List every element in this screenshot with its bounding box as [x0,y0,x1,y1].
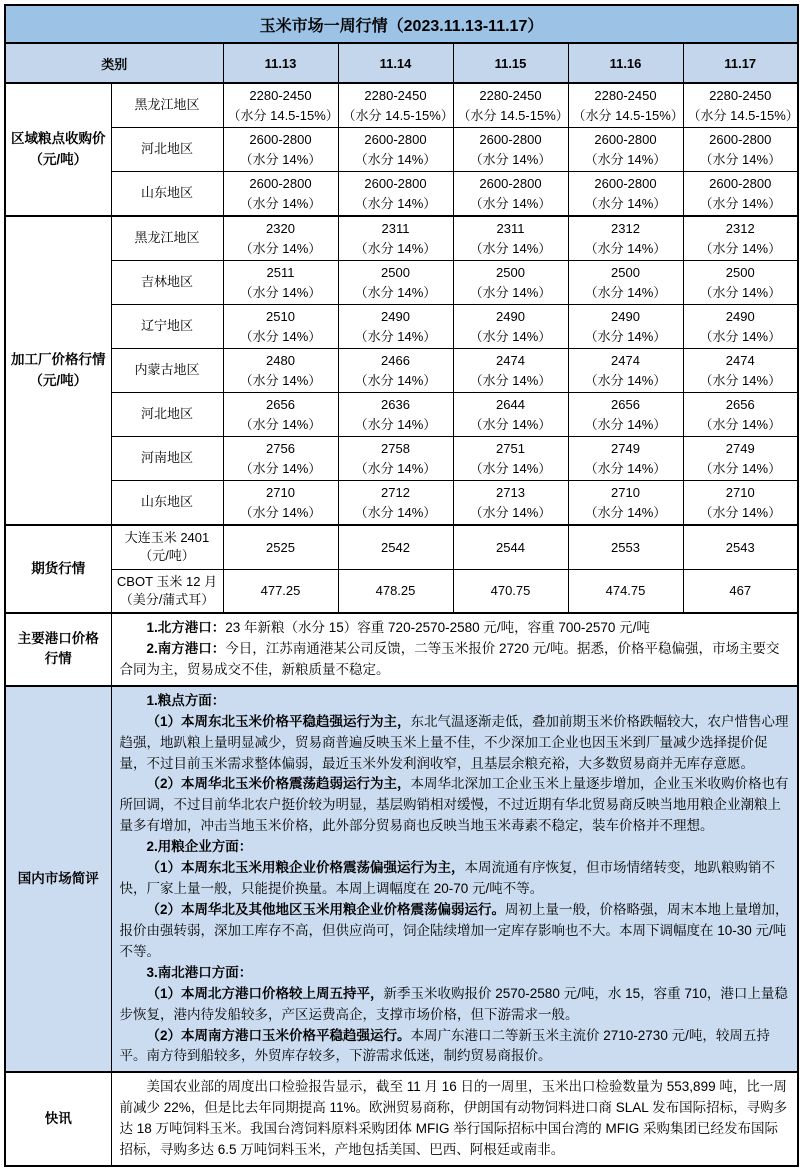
section-label-regional [5,83,111,216]
review-lead: （1）本周东北玉米用粮企业价格震荡偏强运行为主， [146,860,465,876]
price-cell [338,569,453,613]
price-cell [568,216,683,261]
price-value: 474.75 [605,583,646,598]
moisture-note: （水分 14%） [354,372,437,388]
moisture-note: （水分 14%） [239,504,322,520]
price-cell [338,393,453,437]
price-value: 2320 [266,221,295,236]
review-text: 本周广东港口二等新玉米主流价 2710-2730 元/吨，较周五持平。南方待到船较多，外贸库存较多，下游需求低迷，制约贸易商报价。 [119,1027,770,1064]
section-label-line: 期货行情 [31,560,86,576]
table-row [5,172,798,217]
price-cell [338,83,453,128]
price-value: 2280-2450 [479,88,542,103]
moisture-note: （水分 14%） [239,328,322,344]
column-header-date: 11.14 [338,43,453,83]
review-lead: （2）本周华北玉米价格震荡趋弱运行为主， [146,776,411,792]
moisture-note: （水分 14%） [469,151,552,167]
price-value: 2600-2800 [594,132,657,147]
price-cell [453,481,568,526]
moisture-note: （水分 14%） [354,240,437,256]
moisture-note: （水分 14%） [584,504,667,520]
price-cell [223,393,338,437]
column-header-date: 11.16 [568,43,683,83]
price-value: 2600-2800 [479,176,542,191]
price-value: 2500 [381,265,410,280]
price-cell [453,83,568,128]
moisture-note: （水分 14%） [239,284,322,300]
region-name: 黑龙江地区 [111,216,223,261]
section-label-news [5,1072,111,1166]
price-cell [338,349,453,393]
price-cell [223,525,338,569]
review-paragraph [120,858,790,900]
price-value: 2600-2800 [364,176,427,191]
price-value: 2511 [266,265,295,280]
table-row [5,613,798,686]
moisture-note: （水分 14%） [354,151,437,167]
price-cell [223,172,338,217]
table-row [5,437,798,481]
price-value: 2474 [725,353,755,368]
column-header-category: 类别 [5,43,223,83]
price-value: 2712 [381,485,410,500]
price-value: 2312 [611,221,640,236]
price-cell [453,261,568,305]
table-row [5,128,798,172]
price-value: 478.25 [375,583,416,598]
region-name: 山东地区 [111,172,223,217]
review-lead: 3.南北港口方面： [146,964,253,980]
price-cell [223,83,338,128]
moisture-note: （水分 14%） [239,151,322,167]
moisture-note: （水分 14%） [354,504,437,520]
section-label-ports [5,613,111,686]
review-content [111,686,798,1073]
price-cell [683,393,798,437]
table-row [5,83,798,128]
price-cell [568,261,683,305]
column-header-date: 11.13 [223,43,338,83]
price-cell [223,349,338,393]
moisture-note: （水分 14%） [469,416,552,432]
review-paragraph [120,900,790,963]
price-cell [568,349,683,393]
price-value: 2500 [725,265,755,280]
price-cell [453,437,568,481]
price-cell [338,128,453,172]
price-cell [683,437,798,481]
moisture-note: （水分 14%） [699,460,782,476]
price-value: 2311 [496,221,525,236]
price-cell [568,83,683,128]
price-value: 2490 [725,309,755,324]
moisture-note: （水分 14%） [584,284,667,300]
table-row [5,525,798,569]
review-paragraph [120,712,790,775]
price-cell [683,481,798,526]
moisture-note: （水分 14%） [469,328,552,344]
price-value: 2280-2450 [249,88,312,103]
price-cell [223,569,338,613]
price-value: 2710 [611,485,640,500]
moisture-note: （水分 14%） [469,504,552,520]
price-value: 2710 [266,485,295,500]
region-name: 辽宁地区 [111,305,223,349]
moisture-note: （水分 14.5-15%） [687,107,799,123]
price-cell [683,305,798,349]
moisture-note: （水分 14%） [584,416,667,432]
price-cell [453,172,568,217]
price-value: 2542 [381,539,410,555]
table-row [5,305,798,349]
futures-contract-name [111,569,223,613]
price-value: 2280-2450 [594,88,657,103]
price-value: 2312 [725,221,755,236]
price-value: 2525 [266,539,295,555]
table-row [5,393,798,437]
price-value: 2713 [496,485,525,500]
news-paragraph: 美国农业部的周度出口检验报告显示，截至 11 月 16 日的一周里，玉米出口检验数量为 553,899 吨，比一周前减少 22%，但是比去年同期提高 11%。欧洲贸易商称，伊朗国有动物饲料进口商 SLAL 发布国际招标，寻购多达 18 万吨饲料玉米。我国台湾饲料原料采购团体 MFIG 举行国际招标中国台湾的 MFIG 采购集团已经发布国际招标，寻购多达 6.5 万吨饲料玉米，产地包括美国、巴西、阿根廷或南非。 [119,1079,788,1158]
contract-name-line: CBOT 玉米 12 月 [116,573,218,589]
moisture-note: （水分 14%） [584,328,667,344]
table-row [5,686,798,1073]
moisture-note: （水分 14%） [469,460,552,476]
price-value: 2751 [496,441,525,456]
price-cell [568,393,683,437]
review-paragraph [120,691,790,712]
table-row [5,261,798,305]
price-value: 2474 [496,353,525,368]
column-header-date: 11.17 [683,43,798,83]
price-value: 2756 [266,441,295,456]
section-label-line: 快讯 [44,1111,72,1127]
price-cell [683,525,798,569]
price-value: 2636 [381,397,410,412]
price-cell [568,481,683,526]
moisture-note: （水分 14%） [584,460,667,476]
moisture-note: （水分 14%） [239,372,322,388]
table-row [5,349,798,393]
price-cell [453,305,568,349]
price-cell [568,569,683,613]
price-cell [338,437,453,481]
price-cell [223,261,338,305]
price-value: 2311 [381,221,410,236]
price-cell [453,525,568,569]
review-lead: （2）本周南方港口玉米价格平稳趋强运行。 [146,1027,411,1043]
price-value: 2600-2800 [479,132,542,147]
price-cell [568,172,683,217]
price-cell [223,216,338,261]
port-item-lead: 2.南方港口： [146,640,226,656]
price-cell [683,569,798,613]
price-cell [338,305,453,349]
moisture-note: （水分 14%） [239,460,322,476]
review-paragraph [120,837,790,858]
table-row [5,5,798,43]
moisture-note: （水分 14.5-15%） [227,107,339,123]
section-label-review [5,686,111,1073]
price-value: 470.75 [490,583,531,598]
moisture-note: （水分 14%） [354,284,437,300]
price-cell [338,172,453,217]
review-lead: （1）本周北方港口价格较上周五持平， [146,985,384,1001]
review-lead: 1.粮点方面： [146,692,226,708]
price-value: 2490 [381,309,410,324]
price-cell [683,128,798,172]
price-value: 2490 [496,309,525,324]
moisture-note: （水分 14%） [699,504,782,520]
price-value: 2474 [611,353,640,368]
table-row [5,481,798,526]
region-name: 内蒙古地区 [111,349,223,393]
page-title: 玉米市场一周行情（2023.11.13-11.17） [5,5,798,43]
review-text: 本周流通有序恢复，但市场情绪转变，地趴粮购销不快，厂家上量一般，只能提价换量。本周上调幅度在 20-70 元/吨不等。 [119,860,776,897]
price-value: 467 [729,583,752,598]
price-value: 2644 [496,397,525,412]
section-label-line: 主要港口价格 [17,631,99,647]
moisture-note: （水分 14%） [699,328,782,344]
price-value: 2600-2800 [709,132,772,147]
moisture-note: （水分 14%） [584,240,667,256]
price-cell [453,349,568,393]
price-value: 2758 [381,441,410,456]
port-item-text: 今日，江苏南通港某公司反馈，二等玉米报价 2720 元/吨。据悉，价格平稳偏强，市场主要交合同为主，贸易成交不佳，新粮质量不稳定。 [119,640,780,677]
moisture-note: （水分 14.5-15%） [457,107,569,123]
price-value: 2600-2800 [594,176,657,191]
region-name: 黑龙江地区 [111,83,223,128]
price-value: 2490 [611,309,640,324]
moisture-note: （水分 14%） [584,151,667,167]
price-value: 2553 [611,539,640,555]
price-value: 2543 [725,539,755,555]
price-value: 2749 [725,441,755,456]
section-label-line: 加工厂价格行情 [11,352,106,368]
price-cell [568,437,683,481]
moisture-note: （水分 14%） [699,416,782,432]
contract-name-line: （元/吨） [139,548,195,564]
price-value: 2544 [496,539,525,555]
review-lead: 2.用粮企业方面： [146,839,253,855]
moisture-note: （水分 14%） [354,416,437,432]
moisture-note: （水分 14%） [699,240,782,256]
region-name: 河北地区 [111,128,223,172]
region-name: 山东地区 [111,481,223,526]
price-value: 2500 [611,265,640,280]
review-text: 东北气温逐渐走低，叠加前期玉米价格跌幅较大，农户惜售心理趋强，地趴粮上量明显减少，贸易商普遍反映玉米上量不佳，不少深加工企业也因玉米到厂量减少选择提价促量，不过目前玉米需求整体偏弱，最近玉米外发利润收窄，且基层余粮充裕，大多数贸易商并无库存意愿。 [119,713,789,771]
region-name: 河南地区 [111,437,223,481]
ports-content [111,613,798,686]
section-label-line: （元/吨） [29,372,88,388]
review-paragraph [120,984,790,1026]
price-cell [338,261,453,305]
price-value: 2500 [496,265,525,280]
price-value: 2710 [725,485,755,500]
price-value: 477.25 [260,583,301,598]
price-cell [223,481,338,526]
review-paragraph [120,1026,790,1068]
price-cell [338,525,453,569]
price-report-table [4,4,799,1167]
price-value: 2480 [266,353,295,368]
moisture-note: （水分 14%） [699,195,782,211]
moisture-note: （水分 14%） [699,284,782,300]
moisture-note: （水分 14%） [584,195,667,211]
moisture-note: （水分 14.5-15%） [572,107,684,123]
column-header-date: 11.15 [453,43,568,83]
moisture-note: （水分 14.5-15%） [342,107,454,123]
section-label-line: （元/吨） [29,151,88,167]
moisture-note: （水分 14%） [469,284,552,300]
section-label-processing [5,216,111,525]
price-cell [453,569,568,613]
region-name: 吉林地区 [111,261,223,305]
price-value: 2600-2800 [249,132,312,147]
price-value: 2510 [266,309,295,324]
moisture-note: （水分 14%） [239,195,322,211]
table-row [5,569,798,613]
price-value: 2600-2800 [709,176,772,191]
section-label-line: 行情 [44,651,72,667]
port-item [120,618,790,639]
price-value: 2656 [611,397,640,412]
price-cell [568,128,683,172]
moisture-note: （水分 14%） [239,416,322,432]
price-cell [223,305,338,349]
price-cell [453,128,568,172]
moisture-note: （水分 14%） [584,372,667,388]
port-item [120,639,790,681]
news-content [111,1072,798,1166]
port-item-lead: 1.北方港口： [146,620,226,635]
moisture-note: （水分 14%） [354,460,437,476]
section-label-line: 国内市场简评 [17,870,99,886]
price-cell [223,437,338,481]
review-paragraph [120,774,790,837]
review-text: 本周华北深加工企业玉米上量逐步增加，企业玉米收购价格也有所回调，不过目前华北农户挺价较为明显，基层购销相对缓慢，不过近期有华北贸易商反映当地用粮企业潮粮上量多有增加，冲击当地玉米价格，此外部分贸易商也反映当地玉米毒素不稳定，装车价格并不理想。 [119,776,789,834]
review-paragraph [120,963,790,984]
section-label-futures [5,525,111,613]
price-value: 2466 [381,353,410,368]
price-cell [338,216,453,261]
price-cell [568,305,683,349]
section-label-line: 区域粮点收购价 [11,131,106,147]
price-cell [683,349,798,393]
review-lead: （2）本周华北及其他地区玉米用粮企业价格震荡偏弱运行。 [146,901,506,917]
price-value: 2749 [611,441,640,456]
futures-contract-name [111,525,223,569]
price-value: 2656 [266,397,295,412]
moisture-note: （水分 14%） [469,195,552,211]
contract-name-line: 大连玉米 2401 [124,530,210,546]
price-cell [683,261,798,305]
price-value: 2600-2800 [249,176,312,191]
price-cell [568,525,683,569]
price-cell [683,216,798,261]
price-cell [453,393,568,437]
price-cell [683,172,798,217]
price-value: 2280-2450 [709,88,772,103]
table-row [5,1072,798,1166]
moisture-note: （水分 14%） [239,240,322,256]
review-text: 新季玉米收购报价 2570-2580 元/吨，水 15，容重 710，港口上量稳步恢复，港内待发船较多，产区运费高企，支撑市场价格，但下游需求一般。 [119,985,788,1022]
moisture-note: （水分 14%） [469,240,552,256]
moisture-note: （水分 14%） [699,372,782,388]
price-cell [453,216,568,261]
price-value: 2656 [725,397,755,412]
moisture-note: （水分 14%） [354,328,437,344]
table-header-row [5,43,798,83]
price-value: 2280-2450 [364,88,427,103]
port-item-text: 23 年新粮（水分 15）容重 720-2570-2580 元/吨，容重 700-2570 元/吨 [225,620,650,635]
moisture-note: （水分 14%） [354,195,437,211]
review-text: 周初上量一般，价格略强，周末本地上量增加，报价由强转弱，深加工库存不高，但供应尚可，饲企陆续增加一定库存影响也不大。本周下调幅度在 10-30 元/吨不等。 [119,901,789,959]
price-cell [683,83,798,128]
region-name: 河北地区 [111,393,223,437]
review-lead: （1）本周东北玉米价格平稳趋强运行为主， [146,713,411,729]
price-value: 2600-2800 [364,132,427,147]
moisture-note: （水分 14%） [699,151,782,167]
price-cell [338,481,453,526]
contract-name-line: （美分/蒲式耳） [119,591,215,607]
moisture-note: （水分 14%） [469,372,552,388]
table-row [5,216,798,261]
price-cell [223,128,338,172]
